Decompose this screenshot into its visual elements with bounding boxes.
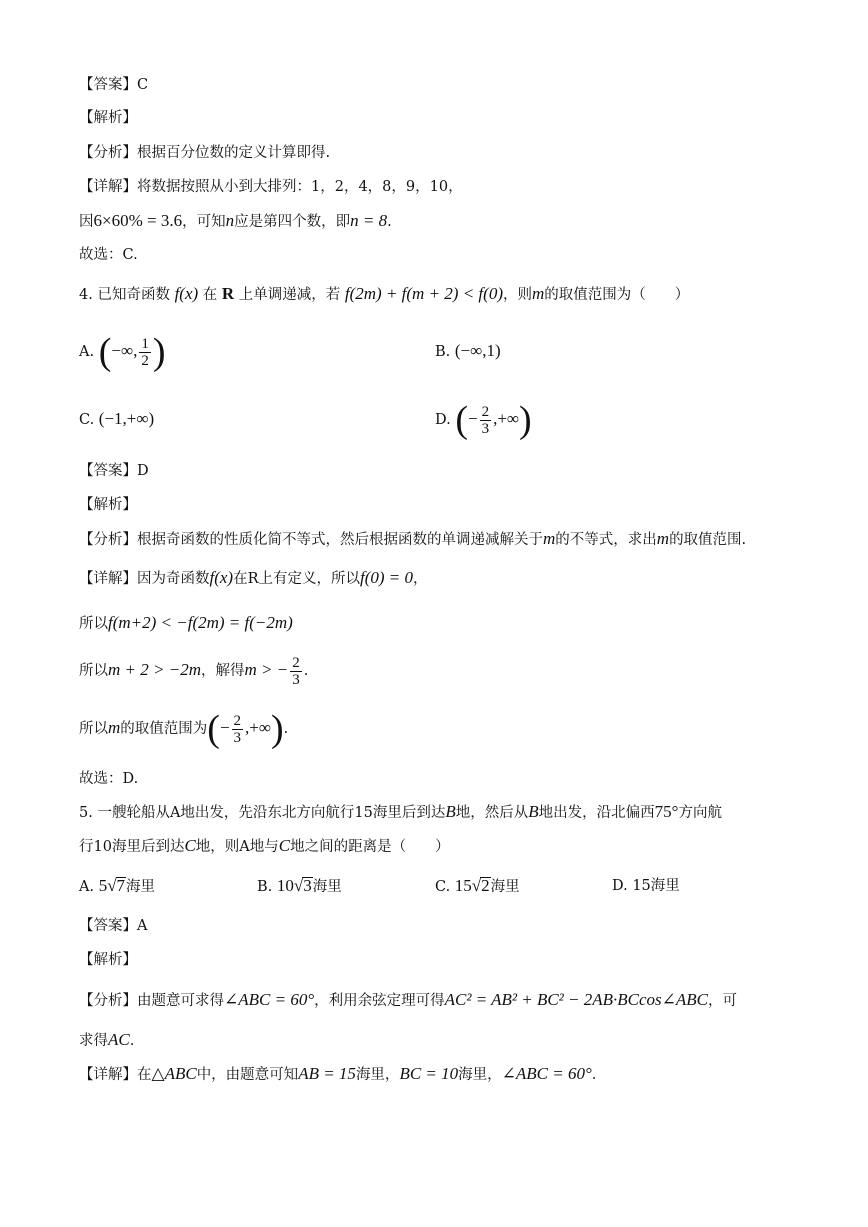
text: 海里， bbox=[458, 1067, 502, 1083]
math-expr: f(m+2) < −f(2m) = f(−2m) bbox=[108, 613, 293, 632]
math-expr: (−1,+∞) bbox=[98, 409, 155, 428]
q5-answer bbox=[79, 916, 147, 936]
denominator: 3 bbox=[233, 729, 242, 746]
denominator: 2 bbox=[141, 352, 149, 369]
q4-option-a bbox=[79, 331, 165, 371]
math-expr: AC bbox=[108, 1030, 130, 1049]
q4-option-c bbox=[79, 409, 154, 430]
text: ，可 bbox=[708, 993, 737, 1009]
math-var: B bbox=[528, 802, 539, 821]
q5-jiexi-text: 【解析】 bbox=[79, 952, 137, 968]
fraction bbox=[290, 655, 302, 688]
paren-left: ( bbox=[98, 331, 112, 373]
fraction bbox=[232, 713, 244, 746]
q5-stem-line1 bbox=[79, 802, 722, 823]
text: 4. 已知奇函数 bbox=[79, 287, 170, 303]
math-expr: ∠ABC = 60° bbox=[224, 990, 315, 1009]
q3-detail-line2 bbox=[79, 211, 392, 232]
text: 行10海里后到达 bbox=[79, 839, 185, 855]
paren-left: ( bbox=[455, 399, 468, 441]
text: 地，则A地与 bbox=[195, 839, 279, 855]
math-radicand: 2 bbox=[481, 876, 490, 895]
q3-choose-text: 故选：C. bbox=[79, 247, 138, 263]
q5-stem-line2 bbox=[79, 836, 450, 857]
text: 的取值范围为 bbox=[120, 721, 208, 737]
text: ，可知 bbox=[182, 214, 226, 230]
math-var: C bbox=[184, 836, 196, 855]
denominator: 3 bbox=[481, 420, 490, 437]
text: . bbox=[129, 1033, 135, 1049]
math-coef: 5 bbox=[98, 876, 108, 895]
text: 因 bbox=[79, 214, 94, 230]
numerator: 2 bbox=[481, 403, 490, 420]
option-label: C. bbox=[79, 412, 95, 428]
q3-analysis-text: 【分析】根据百分位数的定义计算即得. bbox=[79, 145, 331, 161]
q4-stem bbox=[79, 284, 689, 305]
unit: 海里 bbox=[126, 879, 156, 895]
text: 5. 一艘轮船从A地出发，先沿东北方向航行15海里后到达 bbox=[79, 805, 446, 821]
paren-right: ) bbox=[152, 331, 166, 373]
q4-detail-line2 bbox=[79, 613, 293, 634]
fraction bbox=[139, 336, 151, 369]
math-var: m bbox=[543, 529, 556, 548]
text: . bbox=[591, 1067, 597, 1083]
text: 的取值范围为（ ） bbox=[544, 287, 690, 303]
fraction bbox=[480, 404, 492, 437]
text: 【详解】因为奇函数 bbox=[79, 571, 210, 587]
math-coef: 15 bbox=[454, 876, 472, 895]
unit: 海里 bbox=[312, 879, 342, 895]
text: 在 bbox=[202, 287, 218, 303]
math-expr: ,+∞ bbox=[493, 409, 520, 428]
option-label: B. bbox=[435, 344, 451, 360]
math-coef: 10 bbox=[276, 876, 294, 895]
q5-jiexi bbox=[79, 950, 137, 970]
denominator: 3 bbox=[292, 671, 300, 688]
text: 地出发，沿北偏西 bbox=[538, 805, 655, 821]
option-label: B. bbox=[257, 879, 273, 895]
q3-jiexi bbox=[79, 108, 137, 128]
text: ，利用余弦定理可得 bbox=[314, 993, 445, 1009]
q5-option-b: B. 10√3海里 bbox=[257, 876, 342, 895]
text: ， bbox=[413, 571, 428, 587]
text: 所以 bbox=[79, 721, 108, 737]
text: . bbox=[283, 721, 289, 737]
paren-right: ) bbox=[519, 399, 532, 441]
q4-answer-text: 【答案】D bbox=[79, 463, 149, 479]
math-expr: (−∞,1) bbox=[454, 341, 501, 360]
option-label: D. bbox=[435, 412, 451, 428]
math-sign: − bbox=[219, 718, 230, 737]
math-R: R bbox=[221, 284, 235, 303]
text: 的取值范围. bbox=[669, 532, 747, 548]
math-var: m bbox=[531, 284, 545, 303]
q4-choose bbox=[79, 769, 138, 789]
numerator: 2 bbox=[292, 654, 300, 671]
option-label: A. bbox=[79, 344, 95, 360]
q4-answer bbox=[79, 461, 149, 481]
math-expr: 75° bbox=[654, 802, 679, 821]
numerator: 1 bbox=[141, 335, 149, 352]
text: 应是第四个数，即 bbox=[234, 214, 351, 230]
q3-detail bbox=[79, 177, 463, 197]
option-label: C. bbox=[435, 879, 451, 895]
text: 海里， bbox=[355, 1067, 400, 1083]
q3-analysis bbox=[79, 143, 330, 163]
math-var: m bbox=[656, 529, 670, 548]
q4-jiexi-text: 【解析】 bbox=[79, 497, 137, 513]
paren-right: ) bbox=[271, 708, 284, 750]
q4-choose-text: 故选：D. bbox=[79, 771, 139, 787]
q3-jiexi-text: 【解析】 bbox=[79, 110, 137, 126]
math-expr: m + 2 > −2m bbox=[108, 660, 201, 679]
text: 的不等式，求出 bbox=[555, 532, 657, 548]
option-text: D. 15海里 bbox=[612, 878, 680, 894]
math-expr: ,+∞ bbox=[245, 718, 271, 737]
text: 地，然后从 bbox=[455, 805, 529, 821]
math-expr: f(0) = 0 bbox=[360, 568, 414, 587]
q5-answer-text: 【答案】A bbox=[79, 918, 148, 934]
text: 中，由题意可知 bbox=[196, 1067, 299, 1083]
text: 【详解】在 bbox=[79, 1067, 152, 1083]
text: 所以 bbox=[79, 663, 108, 679]
text: . bbox=[303, 663, 309, 679]
q3-detail-text: 【详解】将数据按照从小到大排列：1，2，4，8，9，10， bbox=[79, 179, 463, 195]
math-sign: − bbox=[467, 409, 478, 428]
math-expr: AC² = AB² + BC² − 2AB·BCcos∠ABC bbox=[444, 990, 708, 1009]
q5-analysis bbox=[79, 990, 737, 1011]
math-expr: n = 8 bbox=[350, 211, 388, 230]
math-expr: m > − bbox=[244, 660, 289, 679]
option-label: A. bbox=[79, 879, 95, 895]
math-expr: −∞, bbox=[111, 341, 138, 360]
q5-option-c: C. 15√2海里 bbox=[435, 876, 520, 895]
text: 【分析】根据奇函数的性质化简不等式，然后根据函数的单调递减解关于 bbox=[79, 532, 543, 548]
q3-choose bbox=[79, 245, 138, 265]
text: 方向航 bbox=[678, 805, 722, 821]
math-var: m bbox=[108, 718, 121, 737]
math-expr: 6×60% = 3.6 bbox=[93, 211, 183, 230]
text: 上单调递减，若 bbox=[238, 287, 341, 303]
q3-answer-text: 【答案】C bbox=[79, 77, 149, 93]
text: . bbox=[387, 214, 392, 230]
q4-detail bbox=[79, 568, 428, 589]
unit: 海里 bbox=[490, 879, 520, 895]
math-expr: BC = 10 bbox=[399, 1064, 459, 1083]
math-expr: △ABC bbox=[151, 1064, 197, 1083]
text: ，则 bbox=[502, 287, 532, 303]
q4-option-d bbox=[435, 399, 532, 439]
math-radicand: 7 bbox=[116, 876, 126, 895]
text: 在R上有定义，所以 bbox=[233, 571, 361, 587]
q4-detail-line3 bbox=[79, 650, 308, 690]
text: 地之间的距离是（ ） bbox=[290, 839, 450, 855]
q3-answer bbox=[79, 75, 148, 95]
math-expr: AB = 15 bbox=[298, 1064, 356, 1083]
q5-analysis-line2 bbox=[79, 1030, 134, 1051]
q4-analysis bbox=[79, 529, 746, 550]
text: 求得 bbox=[79, 1033, 108, 1049]
text: 所以 bbox=[79, 616, 108, 632]
math-expr: ∠ABC = 60° bbox=[501, 1064, 592, 1083]
math-expr: f(x) bbox=[174, 284, 199, 303]
math-var: B bbox=[445, 802, 456, 821]
math-var: n bbox=[225, 211, 235, 230]
math-var: C bbox=[278, 836, 291, 855]
text: ，解得 bbox=[200, 663, 245, 679]
text: 【分析】由题意可求得 bbox=[79, 993, 224, 1009]
q5-option-a: A. 5√7海里 bbox=[79, 876, 156, 895]
math-radicand: 3 bbox=[303, 876, 312, 895]
numerator: 2 bbox=[233, 712, 242, 729]
q4-option-b bbox=[435, 341, 501, 362]
q5-option-d bbox=[612, 876, 680, 896]
q4-jiexi bbox=[79, 495, 137, 515]
q5-detail bbox=[79, 1064, 596, 1085]
math-expr: f(2m) + f(m + 2) < f(0) bbox=[344, 284, 503, 303]
q4-detail-line4 bbox=[79, 708, 288, 748]
math-expr: f(x) bbox=[209, 568, 234, 587]
paren-left: ( bbox=[207, 708, 220, 750]
